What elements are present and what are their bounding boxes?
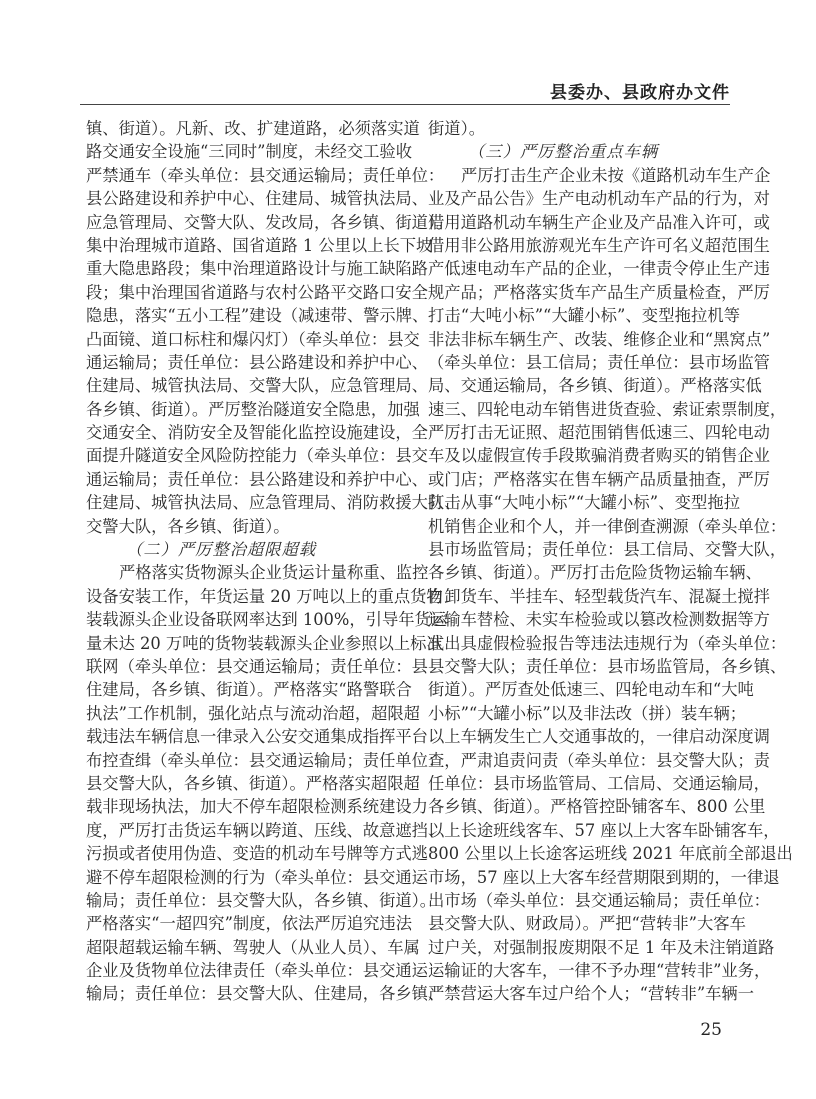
text-line: 各乡镇、街道）。严厉整治隧道安全隐患，加强 bbox=[86, 399, 420, 419]
text-line: 车及以虚假宣传手段欺骗消费者购买的销售企业 bbox=[428, 446, 770, 466]
text-line: 载违法车辆信息一律录入公安交通集成指挥平台 bbox=[86, 727, 428, 747]
text-line: 以上长途班线客车、57 座以上大客车卧铺客车， bbox=[428, 820, 780, 840]
text-line: 县交警大队，各乡镇、街道）。严格落实超限超 bbox=[86, 773, 420, 793]
section-heading: （三）严厉整治重点车辆 bbox=[468, 142, 659, 162]
text-line: 装载源头企业设备联网率达到 100%，引导年货运 bbox=[86, 610, 448, 630]
text-line: 交警大队，各乡镇、街道）。 bbox=[86, 516, 290, 536]
text-line: 局、交通运输局，各乡镇、街道）。严格落实低 bbox=[428, 376, 762, 396]
text-line: 输局；责任单位：县交警大队、住建局，各乡镇、 bbox=[86, 984, 445, 1004]
text-line: 通运输局；责任单位：县公路建设和养护中心、 bbox=[86, 352, 428, 372]
text-line: 住建局、城管执法局、交警大队，应急管理局、 bbox=[86, 376, 428, 396]
text-line: 机销售企业和个人，并一律倒查溯源（牵头单位： bbox=[428, 516, 787, 536]
text-line: 集中治理城市道路、国省道路 1 公里以上长下坡 bbox=[86, 235, 433, 255]
page-number: 25 bbox=[700, 1020, 722, 1040]
text-line: 规产品；严格落实货车产品生产质量检查，严厉 bbox=[428, 282, 770, 302]
text-line: 污损或者使用伪造、变造的机动车号牌等方式逃 bbox=[86, 844, 428, 864]
text-line: 打击“大吨小标”“大罐小标”、变型拖拉机等 bbox=[428, 306, 740, 326]
text-line: 业及产品公告》生产电动机动车产品的行为，对 bbox=[428, 189, 770, 209]
text-line: 面提升隧道安全风险防控能力（牵头单位：县交 bbox=[86, 446, 428, 466]
text-line: 出市场（牵头单位：县交通运输局；责任单位： bbox=[428, 890, 770, 910]
text-line: 严格落实货物源头企业货运计量称重、监控 bbox=[119, 563, 429, 583]
text-line: 凸面镜、道口标柱和爆闪灯）（牵头单位：县交 bbox=[86, 329, 420, 349]
text-line: 任单位：县市场监管局、工信局、交通运输局， bbox=[428, 773, 770, 793]
text-line: 严禁营运大客车过户给个人；“营转非”车辆一 bbox=[428, 984, 754, 1004]
text-line: 布控查缉（牵头单位：县交通运输局；责任单位： bbox=[86, 750, 445, 770]
text-line: 市场，57 座以上大客车经营期限到期的，一律退 bbox=[428, 867, 780, 887]
text-line: 超限超载运输车辆、驾驶人（从业人员）、车属 bbox=[86, 937, 420, 957]
text-line: 借用道路机动车辆生产企业及产品准入许可，或 bbox=[428, 212, 770, 232]
text-line: 量未达 20 万吨的货物装载源头企业参照以上标准 bbox=[86, 633, 443, 653]
text-line: 运输证的大客车，一律不予办理“营转非”业务， bbox=[428, 961, 771, 981]
text-line: 街道）。 bbox=[428, 119, 485, 138]
text-line: 应急管理局、交警大队、发改局，各乡镇、街道）。 bbox=[86, 212, 453, 232]
text-line: 执法”工作机制，强化站点与流动治超，超限超 bbox=[86, 703, 420, 723]
text-line: 式出具虚假检验报告等违法违规行为（牵头单位： bbox=[428, 633, 787, 653]
text-line: 严禁通车（牵头单位：县交通运输局；责任单位： bbox=[86, 165, 445, 185]
text-line: 县公路建设和养护中心、住建局、城管执法局、 bbox=[86, 189, 428, 209]
text-line: 严厉打击生产企业未按《道路机动车生产企 bbox=[461, 165, 771, 185]
text-line: 查，严肃追责问责（牵头单位：县交警大队；责 bbox=[428, 750, 770, 770]
text-line: 800 公里以上长途客运班线 2021 年底前全部退出 bbox=[428, 844, 793, 864]
text-line: 避不停车超限检测的行为（牵头单位：县交通运 bbox=[86, 867, 428, 887]
text-line: 输局；责任单位：县交警大队，各乡镇、街道）。 bbox=[86, 890, 437, 910]
text-line: 隐患，落实“五小工程”建设（减速带、警示牌、 bbox=[86, 306, 429, 326]
text-line: 各乡镇、街道）。严格管控卧铺客车、800 公里 bbox=[428, 797, 766, 817]
text-line: 以上车辆发生亡人交通事故的，一律启动深度调 bbox=[428, 727, 770, 747]
text-line: 严厉打击无证照、超范围销售低速三、四轮电动 bbox=[428, 423, 770, 443]
text-line: 住建局、城管执法局、应急管理局、消防救援大队、 bbox=[86, 493, 461, 513]
text-line: （牵头单位：县工信局；责任单位：县市场监管 bbox=[428, 352, 770, 372]
running-header-title: 县委办、县政府办文件 bbox=[550, 83, 730, 103]
text-line: 自卸货车、半挂车、轻型载货汽车、混凝土搅拌 bbox=[428, 586, 770, 606]
text-line: 县交警大队；责任单位：县市场监管局，各乡镇、 bbox=[428, 656, 787, 676]
text-line: 县市场监管局；责任单位：县工信局、交警大队， bbox=[428, 540, 787, 560]
text-line: 住建局，各乡镇、街道）。严格落实“路警联合 bbox=[86, 680, 412, 700]
text-line: 或门店；严格落实在售车辆产品质量抽查，严厉 bbox=[428, 469, 770, 489]
left-text-column bbox=[86, 117, 461, 1006]
text-line: 镇、街道）。凡新、改、扩建道路，必须落实道 bbox=[86, 119, 420, 138]
text-line: 路交通安全设施“三同时”制度，未经交工验收 bbox=[86, 142, 412, 162]
header-divider bbox=[80, 104, 730, 105]
text-line: 通运输局；责任单位：县公路建设和养护中心、 bbox=[86, 469, 428, 489]
text-line: 速三、四轮电动车销售进货查验、索证索票制度， bbox=[428, 399, 787, 419]
text-line: 设备安装工作，年货运量 20 万吨以上的重点货物 bbox=[86, 586, 443, 606]
text-line: 载非现场执法，加大不停车超限检测系统建设力 bbox=[86, 797, 428, 817]
text-line: 产低速电动车产品的企业，一律责令停止生产违 bbox=[428, 259, 770, 279]
text-line: 非法非标车辆生产、改装、维修企业和“黑窝点” bbox=[428, 329, 771, 349]
text-line: 重大隐患路段；集中治理道路设计与施工缺陷路 bbox=[86, 259, 428, 279]
text-line: 小标”“大罐小标”以及非法改（拼）装车辆； bbox=[428, 703, 747, 723]
text-line: 过户关，对强制报废期限不足 1 年及未注销道路 bbox=[428, 937, 775, 957]
text-line: 县交警大队、财政局）。严把“营转非”大客车 bbox=[428, 914, 746, 934]
text-line: 度，严厉打击货运车辆以跨道、压线、故意遮挡、 bbox=[86, 820, 445, 840]
text-line: 运输车替检、未实车检验或以篡改检测数据等方 bbox=[428, 610, 770, 630]
text-line: 段；集中治理国省道路与农村公路平交路口安全 bbox=[86, 282, 428, 302]
text-line: 企业及货物单位法律责任（牵头单位：县交通运 bbox=[86, 961, 428, 981]
right-text-column bbox=[428, 117, 793, 1006]
text-line: 联网（牵头单位：县交通运输局；责任单位：县 bbox=[86, 656, 428, 676]
text-line: 街道）。严厉查处低速三、四轮电动车和“大吨 bbox=[428, 680, 754, 700]
text-line: 交通安全、消防安全及智能化监控设施建设，全 bbox=[86, 423, 428, 443]
text-line: 各乡镇、街道）。严厉打击危险货物运输车辆、 bbox=[428, 563, 762, 583]
text-line: 打击从事“大吨小标”“大罐小标”、变型拖拉 bbox=[428, 493, 740, 513]
text-line: 借用非公路用旅游观光车生产许可名义超范围生 bbox=[428, 235, 770, 255]
section-heading: （二）严厉整治超限超载 bbox=[126, 540, 317, 560]
text-line: 严格落实“一超四究”制度，依法严厉追究违法 bbox=[86, 914, 412, 934]
